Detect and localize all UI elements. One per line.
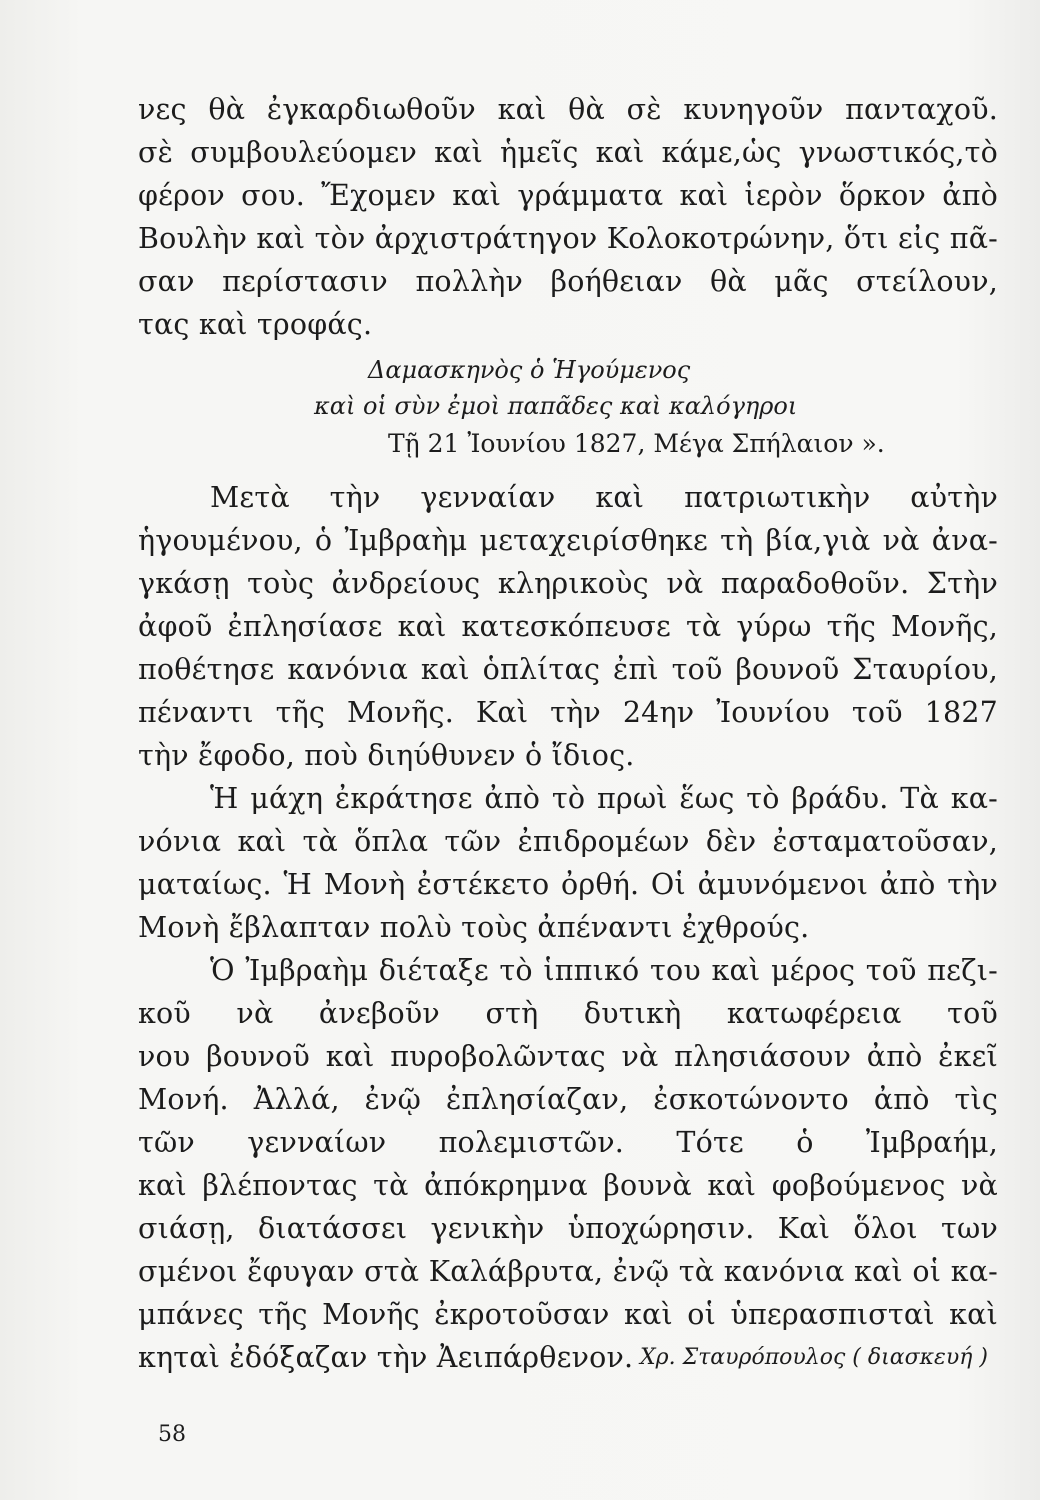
text-line: καὶ βλέποντας τὰ ἀπόκρημνα βουνὰ καὶ φοβούμενος νὰ [138, 1169, 998, 1202]
text-line: κοῦ νὰ ἀνεβοῦν στὴ δυτικὴ κατωφέρεια τοῦ [138, 997, 998, 1030]
text-line: νου βουνοῦ καὶ πυροβολῶντας νὰ πλησιάσουν ἀπὸ ἐκεῖ [138, 1040, 998, 1073]
text-line: Μονή. Ἀλλά, ἐνῷ ἐπλησίαζαν, ἐσκοτώνοντο ἀπὸ τὶς [138, 1083, 998, 1116]
text-line: κηταὶ ἐδόξαζαν τὴν Ἀειπάρθενον. [138, 1341, 634, 1374]
text-line: σαν περίστασιν πολλὴν βοήθειαν θὰ μᾶς στείλουν, [138, 265, 998, 298]
text-line: γκάσῃ τοὺς ἀνδρείους κληρικοὺς νὰ παραδοθοῦν. Στὴν [138, 567, 998, 600]
text-line: Μονὴ ἔβλαπταν πολὺ τοὺς ἀπέναντι ἐχθρούς. [138, 911, 810, 944]
signature-abbot: Δαμασκηνὸς ὁ Ἡγούμενος [368, 356, 691, 384]
author-credit: Χρ. Σταυρόπουλος ( διασκευή ) [640, 1345, 988, 1370]
text-line: ἡγουμένου, ὁ Ἰμβραὴμ μεταχειρίσθηκε τὴ βία,γιὰ νὰ ἀνα- [138, 524, 998, 557]
signature-clergy: καὶ οἱ σὺν ἐμοὶ παπᾶδες καὶ καλόγηροι [314, 392, 798, 420]
text-line: τῶν γενναίων πολεμιστῶν. Τότε ὁ Ἰμβραήμ, [138, 1126, 998, 1159]
text-line: σὲ συμβουλεύομεν καὶ ἡμεῖς καὶ κάμε,ὡς γνωστικός,τὸ [138, 136, 998, 169]
text-line: σμένοι ἔφυγαν στὰ Καλάβρυτα, ἐνῷ τὰ κανόνια καὶ οἱ κα- [138, 1255, 998, 1288]
text-line: νόνια καὶ τὰ ὅπλα τῶν ἐπιδρομέων δὲν ἐσταματοῦσαν, [138, 825, 998, 858]
page-text [138, 88, 998, 1379]
text-line: σιάσῃ, διατάσσει γενικὴν ὑποχώρησιν. Καὶ ὅλοι των [138, 1212, 998, 1245]
text-line: μπάνες τῆς Μονῆς ἐκροτοῦσαν καὶ οἱ ὑπερασπισταὶ καὶ [138, 1298, 998, 1331]
text-line: νες θὰ ἐγκαρδιωθοῦν καὶ θὰ σὲ κυνηγοῦν πανταχοῦ. [138, 93, 998, 126]
text-line: φέρον σου. Ἔχομεν καὶ γράμματα καὶ ἱερὸν ὅρκον ἀπὸ [138, 179, 998, 212]
text-line: ἀφοῦ ἐπλησίασε καὶ κατεσκόπευσε τὰ γύρω τῆς Μονῆς, [138, 610, 998, 643]
signature-date-place: Τῇ 21 Ἰουνίου 1827, Μέγα Σπήλαιον ». [388, 429, 885, 458]
page-number: 58 [158, 1422, 186, 1447]
text-line: Ὁ Ἰμβραὴμ διέταξε τὸ ἱππικό του καὶ μέρος τοῦ πεζι- [210, 954, 998, 987]
text-line: Ἡ μάχη ἐκράτησε ἀπὸ τὸ πρωὶ ἕως τὸ βράδυ. Τὰ κα- [210, 782, 998, 815]
text-line: ματαίως. Ἡ Μονὴ ἐστέκετο ὀρθή. Οἱ ἀμυνόμενοι ἀπὸ τὴν [138, 868, 998, 901]
text-line: ποθέτησε κανόνια καὶ ὁπλίτας ἐπὶ τοῦ βουνοῦ Σταυρίου, [138, 653, 998, 686]
text-line: πέναντι τῆς Μονῆς. Καὶ τὴν 24ην Ἰουνίου τοῦ 1827 [138, 696, 998, 729]
text-line: Μετὰ τὴν γενναίαν καὶ πατριωτικὴν αὐτὴν [210, 481, 998, 514]
text-line: Βουλὴν καὶ τὸν ἀρχιστράτηγον Κολοκοτρώνην, ὅτι εἰς πᾶ- [138, 222, 998, 255]
text-line: τας καὶ τροφάς. [138, 308, 373, 341]
text-line: τὴν ἔφοδο, ποὺ διηύθυνεν ὁ ἴδιος. [138, 739, 635, 772]
